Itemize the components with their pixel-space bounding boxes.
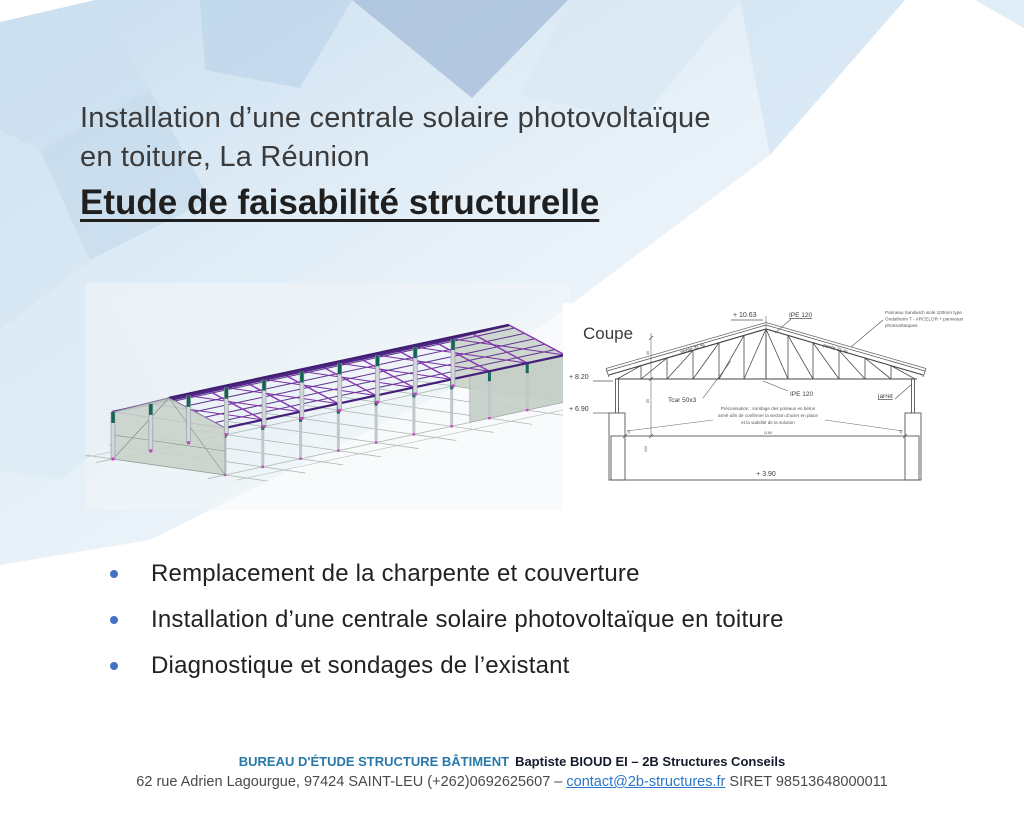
dim-col-label: 330 bbox=[644, 446, 648, 452]
footer-contact-line bbox=[0, 772, 1024, 792]
structure-3d-figure bbox=[85, 283, 570, 510]
title-line-1: Installation d’une centrale solaire photovoltaïque bbox=[80, 102, 711, 134]
dim-edge-right-label: 40 bbox=[899, 430, 903, 434]
footer-person-name: Baptiste BIOUD EI – 2B Structures Conseils bbox=[515, 754, 786, 769]
bullet-list bbox=[110, 551, 784, 689]
bullet-text: Installation d’une centrale solaire photovoltaïque en toiture bbox=[151, 606, 784, 633]
haunch-label: jarret bbox=[878, 393, 893, 400]
bullet-text: Diagnostique et sondages de l’existant bbox=[151, 652, 570, 679]
footer-siret: SIRET 98513648000011 bbox=[725, 774, 888, 790]
ipe-top-label: IPE 120 bbox=[789, 312, 813, 319]
coupe-drawing-figure bbox=[563, 303, 1020, 510]
elev-eave-label: + 8.20 bbox=[569, 374, 589, 381]
coupe-drawing bbox=[563, 303, 1020, 510]
list-item bbox=[110, 551, 784, 597]
coupe-title: Coupe bbox=[583, 324, 634, 343]
elev-floor-label: + 3.90 bbox=[756, 471, 776, 478]
panel-note-line2: Ondatherm T - ARCELOR + panneaux bbox=[885, 316, 964, 322]
list-item bbox=[110, 643, 784, 689]
dim-r2-label: 85 bbox=[646, 399, 650, 403]
title-block bbox=[80, 99, 711, 225]
dim-edge-left-label: 40 bbox=[627, 430, 631, 434]
ipe-bottom-label: IPE 120 bbox=[790, 391, 814, 398]
list-item bbox=[110, 597, 784, 643]
dim-width-label: 1160 bbox=[763, 430, 773, 435]
footer-company-line bbox=[0, 752, 1024, 772]
subtitle: Etude de faisabilité structurelle bbox=[80, 183, 600, 222]
elev-ridge-label: + 10.63 bbox=[733, 312, 757, 319]
note-line3: et la viabilité de la solution bbox=[741, 420, 795, 425]
footer-email-link[interactable]: contact@2b-structures.fr bbox=[566, 774, 726, 790]
bullet-dot-icon bbox=[110, 616, 118, 624]
footer-address: 62 rue Adrien Lagourgue, 97424 SAINT-LEU (+262)0692625607 – bbox=[136, 774, 567, 790]
footer bbox=[0, 752, 1024, 792]
footer-org-name: BUREAU D'ÉTUDE STRUCTURE BÂTIMENT bbox=[238, 754, 510, 769]
bullet-text: Remplacement de la charpente et couverture bbox=[151, 560, 640, 587]
dim-r1-label: 30 bbox=[646, 351, 650, 355]
bullet-dot-icon bbox=[110, 570, 118, 578]
title-line-2: en toiture, La Réunion bbox=[80, 141, 370, 173]
panel-note-line3: photovoltaïques bbox=[885, 323, 918, 328]
note-line2: armé afin de confirmer la section d'acier en place bbox=[718, 413, 818, 418]
elev-low-label: + 6.90 bbox=[569, 406, 589, 413]
note-line1: Préconisation : sondage des poteaux en béton bbox=[720, 406, 816, 411]
slope-right-label: pente 31 % bbox=[822, 342, 849, 356]
bullet-dot-icon bbox=[110, 662, 118, 670]
structure-3d-model bbox=[85, 283, 570, 510]
slope-left-label: pente 31 % bbox=[679, 342, 706, 356]
tube-label: Tcar 50x3 bbox=[668, 397, 697, 404]
panel-note-line1: Panneau Sandwich isolé 100mm type bbox=[885, 310, 962, 315]
